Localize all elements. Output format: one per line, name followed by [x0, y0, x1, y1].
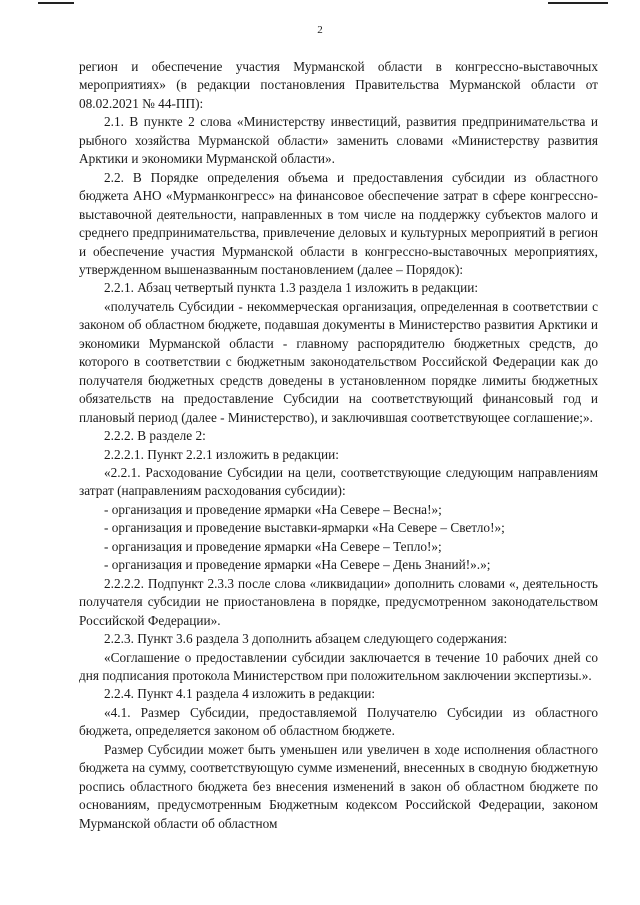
paragraph: 2.2.2.2. Подпункт 2.3.3 после слова «ликвидации» дополнить словами «, деятельность получателя субсидии не приостановлена в порядке, предусмотренном законодательством Российской Федерации». — [79, 575, 598, 628]
paragraph: Размер Субсидии может быть уменьшен или увеличен в ходе исполнения областного бюджета на сумму, соответствующую сумме изменений, внесенных в сводную бюджетную роспись областного бюджета без внесения изменений в закон об областном бюджете по основаниям, предусмотренным Бюджетным кодексом Российской Федерации, законом Мурманской области об областном — [79, 741, 598, 831]
paragraph: 2.2. В Порядке определения объема и предоставления субсидии из областного бюджета АНО «Мурманконгресс» на финансовое обеспечение затрат в сфере конгрессно-выставочной деятельности, направленных в том числе на поддержку субъектов малого и среднего предпринимательства, привлечение деловых и культурных мероприятий в регион и обеспечение участия Мурманской области в конгрессно-выставочных мероприятиях, утвержденном вышеназванным постановлением (далее – Порядок): — [79, 169, 598, 277]
list-item: - организация и проведение ярмарки «На Севере – День Знаний!».»; — [104, 557, 491, 573]
scan-mark — [38, 2, 74, 4]
paragraph: регион и обеспечение участия Мурманской области в конгрессно-выставочных мероприятиях» (в редакции постановления Правительства Мурманской области от 08.02.2021 № 44-ПП): — [79, 59, 598, 111]
document-body — [79, 58, 598, 833]
paragraph: «Соглашение о предоставлении субсидии заключается в течение 10 рабочих дней со дня подписания протокола Министерством при положительном заключении экспертизы.». — [79, 649, 598, 683]
paragraph: 2.2.1. Абзац четвертый пункта 1.3 раздела 1 изложить в редакции: — [104, 280, 479, 296]
paragraph: 2.2.2.1. Пункт 2.2.1 изложить в редакции: — [104, 446, 339, 462]
paragraph: 2.2.2. В разделе 2: — [104, 428, 206, 444]
paragraph: 2.2.3. Пункт 3.6 раздела 3 дополнить абзацем следующего содержания: — [104, 631, 508, 647]
page-number: 2 — [317, 24, 323, 36]
paragraph: 2.2.4. Пункт 4.1 раздела 4 изложить в редакции: — [104, 686, 376, 702]
scan-mark — [548, 2, 608, 4]
paragraph: 2.1. В пункте 2 слова «Министерству инвестиций, развития предпринимательства и рыбного хозяйства Мурманской области» заменить словами «Министерству развития Арктики и экономики Мурманской области». — [79, 114, 598, 167]
list-item: - организация и проведение ярмарки «На Севере – Весна!»; — [104, 501, 442, 517]
paragraph: «получатель Субсидии - некоммерческая организация, определенная в соответствии с законом об областном бюджете, подавшая документы в Министерство развития Арктики и экономики Мурманской области - главному распорядителю бюджетных средств, до которого в соответствии с бюджетным законодательством Российской Федерации как до получателя бюджетных средств доведены в установленном порядке лимиты бюджетных обязательств на предоставление Субсидии на соответствующий финансовый год и плановый период (далее - Министерство), и заключившая соответствующее соглашение;». — [79, 298, 598, 425]
paragraph: «4.1. Размер Субсидии, предоставляемой Получателю Субсидии из областного бюджета, определяется законом об областном бюджете. — [79, 704, 598, 739]
list-item: - организация и проведение выставки-ярмарки «На Севере – Светло!»; — [104, 520, 505, 536]
list-item: - организация и проведение ярмарки «На Севере – Тепло!»; — [104, 538, 442, 554]
paragraph: «2.2.1. Расходование Субсидии на цели, соответствующие следующим направлениям затрат (направлениям расходования субсидии): — [79, 464, 598, 499]
scan-edge-marks — [0, 0, 640, 8]
